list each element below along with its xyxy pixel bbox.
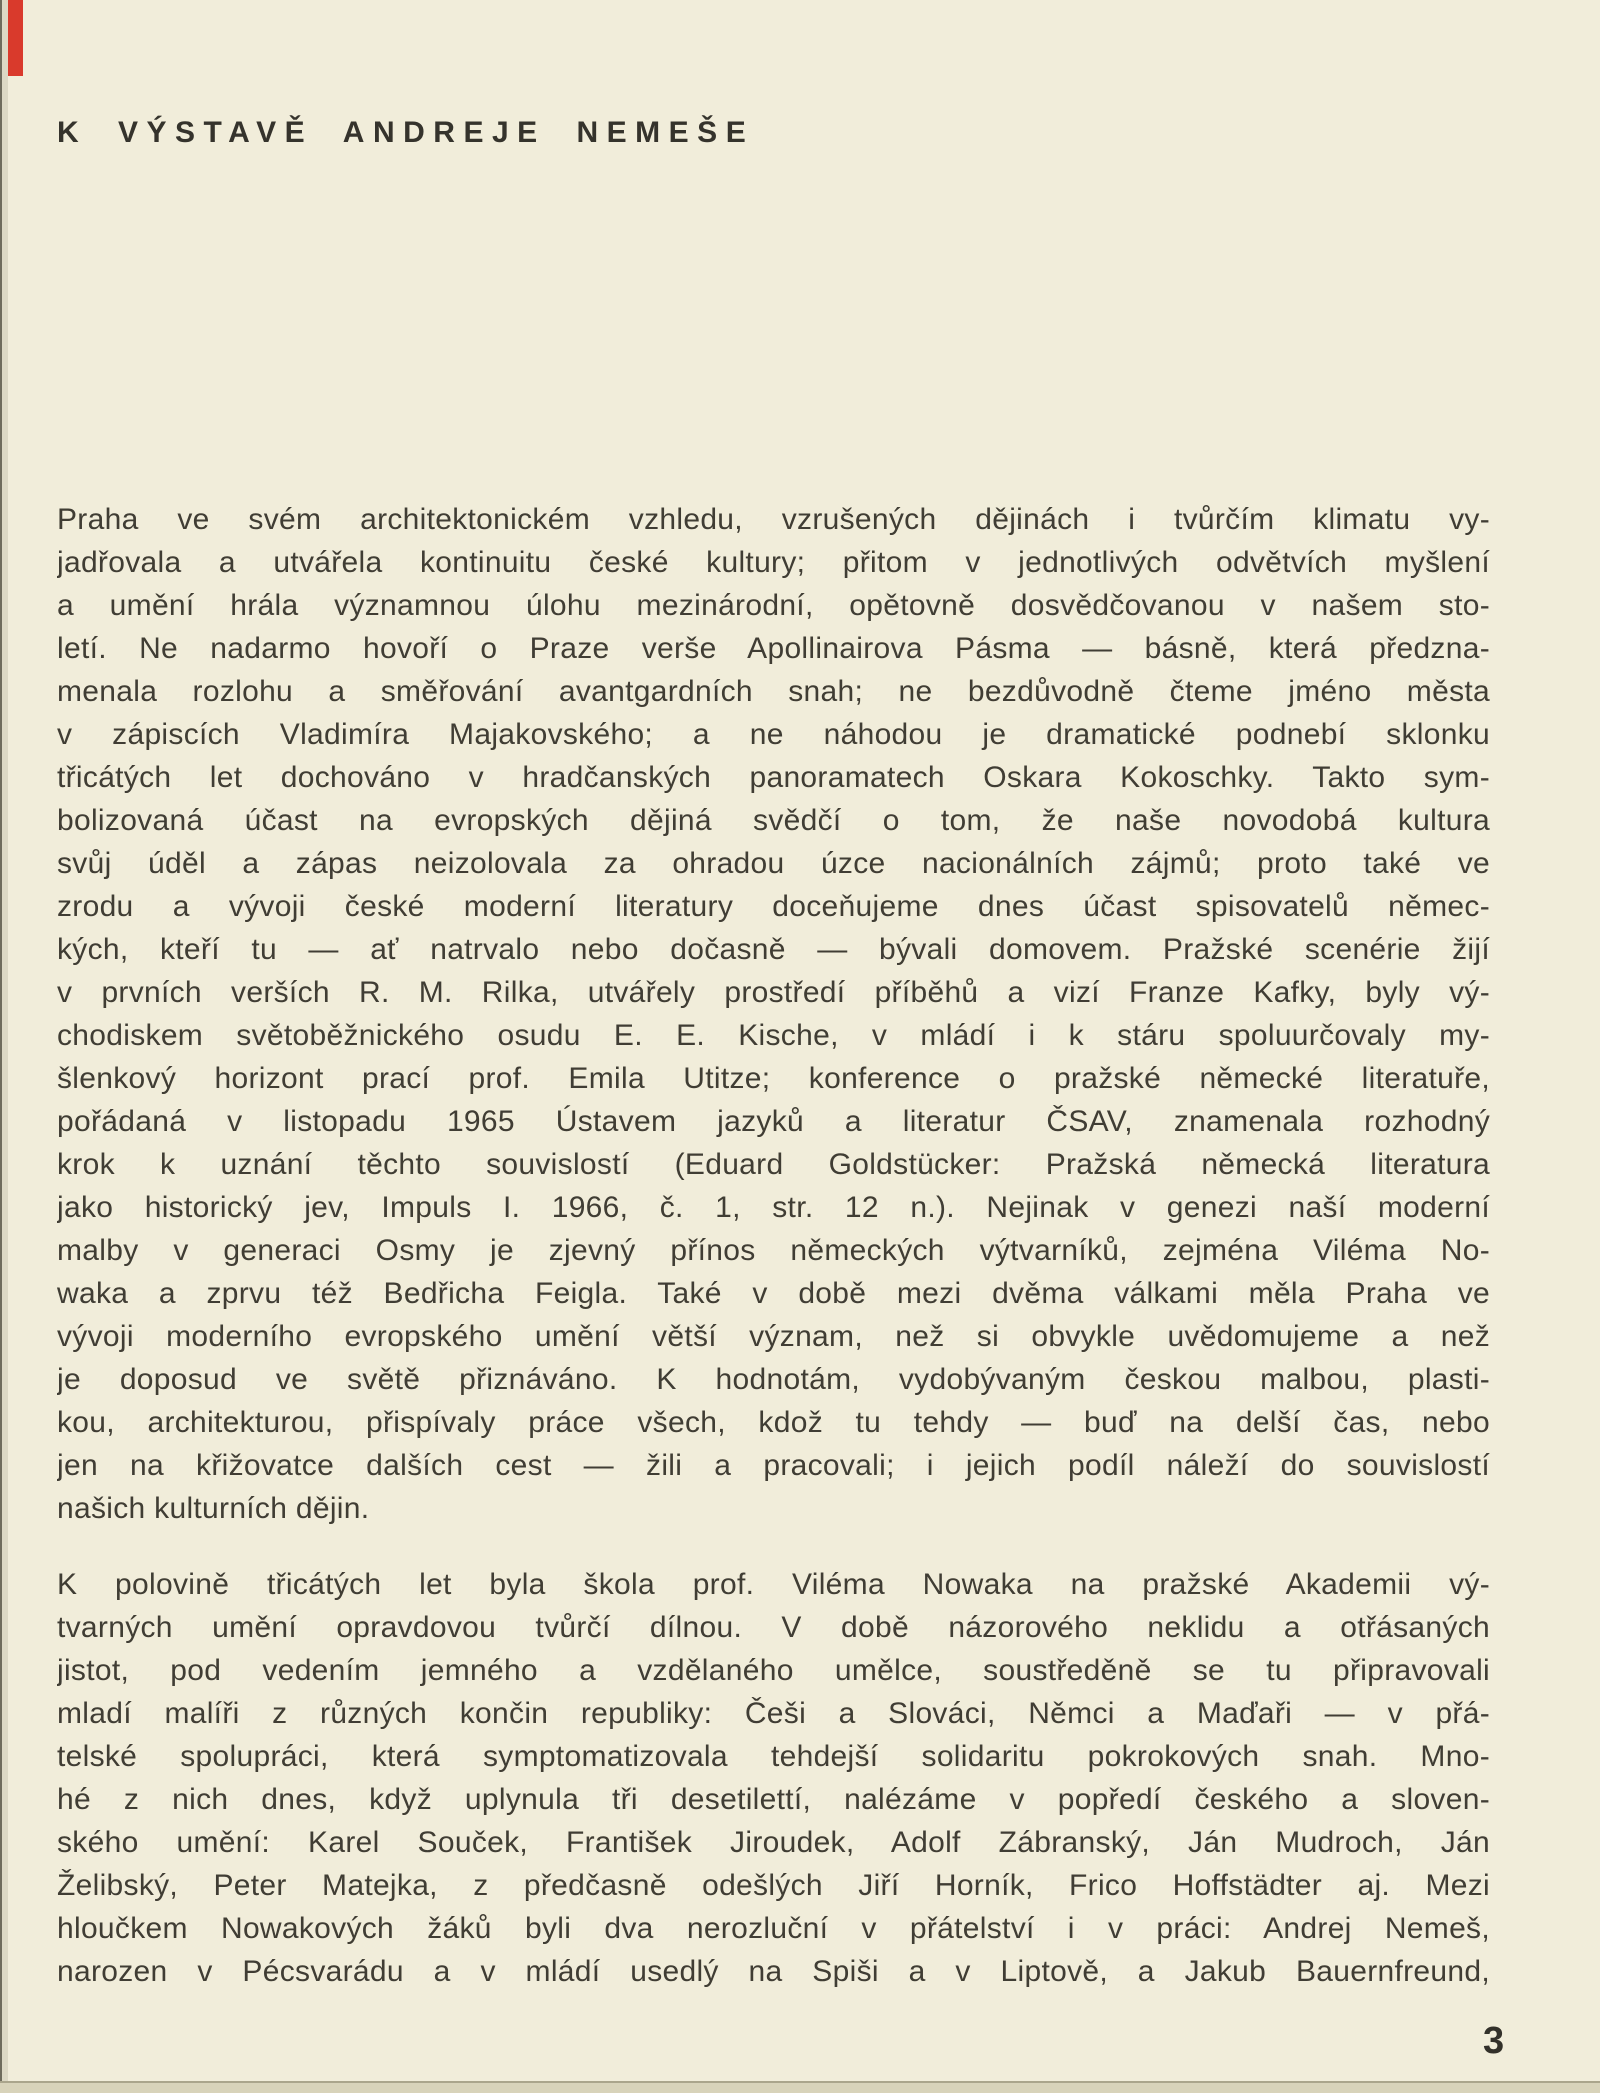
body-text	[57, 498, 1490, 1993]
text-line: jadřovala a utvářela kontinuitu české kultury; přitom v jednotlivých odvětvích myšlení	[57, 546, 1490, 579]
text-line: bolizovaná účast na evropských dějiná svědčí o tom, že naše novodobá kultura	[57, 804, 1490, 837]
text-line: zrodu a vývoji české moderní literatury doceňujeme dnes účast spisovatelů němec-	[57, 890, 1490, 923]
text-line: je doposud ve světě přiznáváno. K hodnotám, vydobývaným českou malbou, plasti-	[57, 1363, 1490, 1396]
text-line: třicátých let dochováno v hradčanských panoramatech Oskara Kokoschky. Takto sym-	[57, 761, 1490, 794]
text-line: pořádaná v listopadu 1965 Ústavem jazyků a literatur ČSAV, znamenala rozhodný	[57, 1105, 1490, 1138]
text-line: jistot, pod vedením jemného a vzdělaného umělce, soustředěně se tu připravovali	[57, 1654, 1490, 1687]
text-line: svůj úděl a zápas neizolovala za ohradou úzce nacionálních zájmů; proto také ve	[57, 847, 1490, 880]
text-line: waka a zprvu též Bedřicha Feigla. Také v době mezi dvěma válkami měla Praha ve	[57, 1277, 1490, 1310]
text-line: krok k uznání těchto souvislostí (Eduard Goldstücker: Pražská německá literatura	[57, 1148, 1490, 1181]
text-line: narozen v Pécsvarádu a v mládí usedlý na Spiši a v Liptově, a Jakub Bauernfreund,	[57, 1955, 1490, 1988]
page-bottom-edge	[0, 2081, 1600, 2093]
text-line: tvarných umění opravdovou tvůrčí dílnou. V době názorového neklidu a otřásaných	[57, 1611, 1490, 1644]
text-line: jen na křižovatce dalších cest — žili a pracovali; i jejich podíl náleží do souvislostí	[57, 1449, 1490, 1482]
text-line: mladí malíři z různých končin republiky: Češi a Slováci, Němci a Maďaři — v přá-	[57, 1697, 1490, 1730]
text-line: v prvních verších R. M. Rilka, utvářely prostředí příběhů a vizí Franze Kafky, byly vý-	[57, 976, 1490, 1009]
paragraph	[57, 1563, 1490, 1993]
text-line: kou, architekturou, přispívaly práce všech, kdož tu tehdy — buď na delší čas, nebo	[57, 1406, 1490, 1439]
text-line: chodiskem světoběžnického osudu E. E. Kische, v mládí i k stáru spoluurčovaly my-	[57, 1019, 1490, 1052]
text-line: menala rozlohu a směřování avantgardních snah; ne bezdůvodně čteme jméno města	[57, 675, 1490, 708]
text-line: telské spolupráci, která symptomatizovala tehdejší solidaritu pokrokových snah. Mno-	[57, 1740, 1490, 1773]
text-line: Želibský, Peter Matejka, z předčasně odešlých Jiří Horník, Frico Hoffstädter aj. Mezi	[57, 1869, 1490, 1902]
page-title: K VÝSTAVĚ ANDREJE NEMEŠE	[57, 116, 755, 150]
text-line: našich kulturních dějin.	[57, 1492, 370, 1525]
page-left-edge	[0, 0, 8, 2093]
text-line: ského umění: Karel Souček, František Jiroudek, Adolf Zábranský, Ján Mudroch, Ján	[57, 1826, 1490, 1859]
text-line: v zápiscích Vladimíra Majakovského; a ne náhodou je dramatické podnebí sklonku	[57, 718, 1490, 751]
red-edge-mark	[8, 0, 23, 76]
text-line: kých, kteří tu — ať natrvalo nebo dočasně — bývali domovem. Pražské scenérie žijí	[57, 933, 1490, 966]
text-line: šlenkový horizont prací prof. Emila Utitze; konference o pražské německé literatuře,	[57, 1062, 1490, 1095]
text-line: a umění hrála významnou úlohu mezinárodní, opětovně dosvědčovanou v našem sto-	[57, 589, 1490, 622]
text-line: Praha ve svém architektonickém vzhledu, vzrušených dějinách i tvůrčím klimatu vy-	[57, 503, 1490, 536]
text-line: vývoji moderního evropského umění větší význam, než si obvykle uvědomujeme a než	[57, 1320, 1490, 1353]
text-line: K polovině třicátých let byla škola prof. Viléma Nowaka na pražské Akademii vý-	[57, 1568, 1490, 1601]
text-line: letí. Ne nadarmo hovoří o Praze verše Apollinairova Pásma — básně, která předzna-	[57, 632, 1490, 665]
text-line: hé z nich dnes, když uplynula tři desetilettí, nalézáme v popředí českého a sloven-	[57, 1783, 1490, 1816]
text-line: hloučkem Nowakových žáků byli dva nerozluční v přátelství i v práci: Andrej Nemeš,	[57, 1912, 1490, 1945]
page-number: 3	[1483, 2020, 1505, 2062]
text-line: malby v generaci Osmy je zjevný přínos německých výtvarníků, zejména Viléma No-	[57, 1234, 1490, 1267]
text-line: jako historický jev, Impuls I. 1966, č. 1, str. 12 n.). Nejinak v genezi naší moderní	[57, 1191, 1490, 1224]
paragraph	[57, 498, 1490, 1530]
